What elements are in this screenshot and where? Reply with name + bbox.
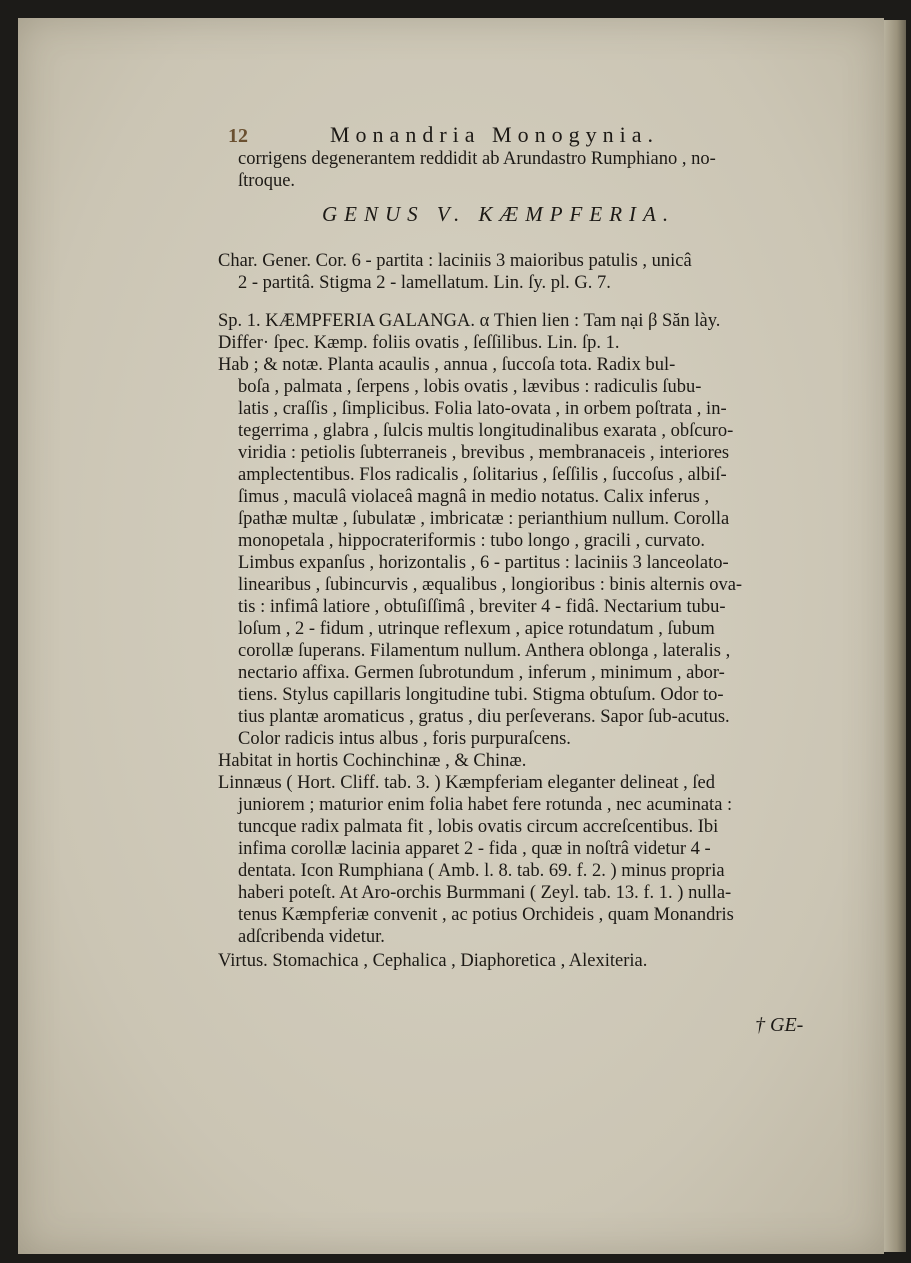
- text-line: 2 - partitâ. Stigma 2 - lamellatum. Lin. ſy. pl. G. 7.: [238, 273, 611, 293]
- text-line: tegerrima , glabra , ſulcis multis longitudinalibus exarata , obſcuro-: [238, 421, 734, 441]
- text-line: dentata. Icon Rumphiana ( Amb. l. 8. tab. 69. f. 2. ) minus propria: [238, 861, 725, 881]
- text-line: infima corollæ lacinia apparet 2 - fida , quæ in noſtrâ videtur 4 -: [238, 839, 711, 859]
- text-line: adſcribenda videtur.: [238, 927, 385, 947]
- text-line: Char. Gener. Cor. 6 - partita : laciniis 3 maioribus patulis , unicâ: [218, 251, 692, 271]
- text-line: viridia : petiolis ſubterraneis , brevibus , membranaceis , interiores: [238, 443, 730, 463]
- text-line: loſum , 2 - fidum , utrinque reflexum , apice rotundatum , ſubum: [238, 619, 715, 639]
- text-line: monopetala , hippocrateriformis : tubo longo , gracili , curvato.: [238, 531, 705, 551]
- text-line: Limbus expanſus , horizontalis , 6 - partitus : laciniis 3 lanceolato-: [238, 553, 729, 573]
- text-line: Color radicis intus albus , foris purpuraſcens.: [238, 729, 571, 749]
- text-line: ſimus , maculâ violaceâ magnâ in medio notatus. Calix inferus ,: [238, 487, 710, 507]
- text-line: tis : infimâ latiore , obtuſiſſimâ , breviter 4 - fidâ. Nectarium tubu-: [238, 597, 726, 617]
- running-head: Monandria Monogynia.: [330, 122, 659, 147]
- text-line: tius plantæ aromaticus , gratus , diu perſeverans. Sapor ſub-acutus.: [238, 707, 730, 727]
- text-line: latis , craſſis , ſimplicibus. Folia lato-ovata , in orbem poſtrata , in-: [238, 399, 727, 419]
- text-line: Sp. 1. KÆMPFERIA GALANGA. α Thien lien : Tam nại β Săn lày.: [218, 311, 721, 331]
- page-edge: [884, 20, 906, 1252]
- text-line: tenus Kæmpferiæ convenit , ac potius Orchideis , quam Monandris: [238, 905, 734, 925]
- text-line: ſtroque.: [238, 171, 296, 191]
- text-line: linearibus , ſubincurvis , æqualibus , longioribus : binis alternis ova-: [238, 575, 743, 595]
- text-line: amplectentibus. Flos radicalis , ſolitarius , ſeſſilis , ſuccoſus , albiſ-: [238, 465, 727, 485]
- text-line: corollæ ſuperans. Filamentum nullum. Anthera oblonga , lateralis ,: [238, 641, 731, 661]
- text-line: corrigens degenerantem reddidit ab Arundastro Rumphiano , no-: [238, 149, 716, 169]
- text-line: tiens. Stylus capillaris longitudine tubi. Stigma obtuſum. Odor to-: [238, 685, 724, 705]
- page-number: 12: [228, 125, 248, 147]
- text-line: Habitat in hortis Cochinchinæ , & Chinæ.: [218, 751, 527, 771]
- text-line: Differ· ſpec. Kæmp. foliis ovatis , ſeſſilibus. Lin. ſp. 1.: [218, 333, 620, 353]
- text-line: tuncque radix palmata fit , lobis ovatis circum accreſcentibus. Ibi: [238, 817, 719, 837]
- text-line: Linnæus ( Hort. Cliff. tab. 3. ) Kæmpferiam eleganter delineat , ſed: [218, 773, 715, 793]
- text-line: boſa , palmata , ſerpens , lobis ovatis , lævibus : radiculis ſubu-: [238, 377, 702, 397]
- genus-title: GENUS V. KÆMPFERIA.: [322, 202, 676, 226]
- catchword: † GE-: [755, 1014, 804, 1036]
- text-line: ſpathæ multæ , ſubulatæ , imbricatæ : perianthium nullum. Corolla: [238, 509, 730, 529]
- text-line: Virtus. Stomachica , Cephalica , Diaphoretica , Alexiteria.: [218, 951, 648, 971]
- text-line: Hab ; & notæ. Planta acaulis , annua , ſuccoſa tota. Radix bul-: [218, 355, 676, 375]
- text-line: haberi poteſt. At Aro-orchis Burmmani ( Zeyl. tab. 13. f. 1. ) nulla-: [238, 883, 732, 903]
- text-line: juniorem ; maturior enim folia habet fere rotunda , nec acuminata :: [238, 795, 733, 815]
- text-line: nectario affixa. Germen ſubrotundum , inferum , minimum , abor-: [238, 663, 725, 683]
